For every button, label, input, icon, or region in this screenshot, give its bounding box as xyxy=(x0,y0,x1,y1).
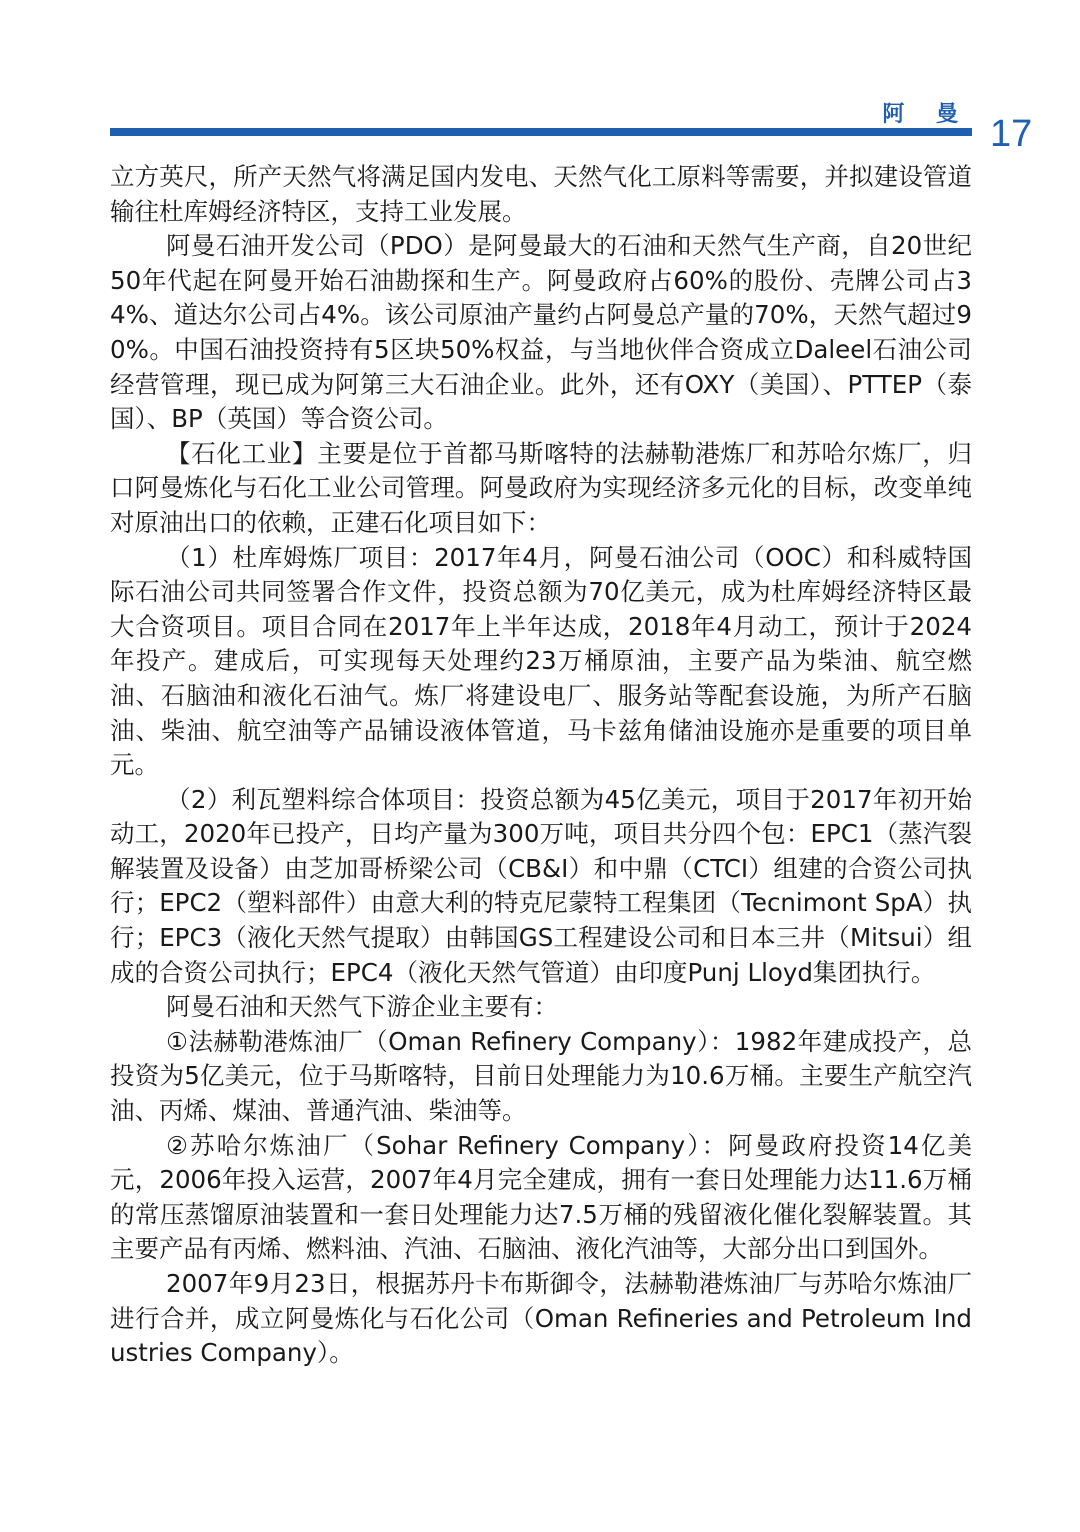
paragraph: ①法赫勒港炼油厂（Oman Refinery Company）：1982年建成投产，总投资为5亿美元，位于马斯喀特，目前日处理能力为10.6万桶。主要生产航空汽油、丙烯、煤油、普通汽油、柴油等。 xyxy=(110,1026,972,1126)
paragraph: 立方英尺，所产天然气将满足国内发电、天然气化工原料等需要，并拟建设管道输往杜库姆经济特区，支持工业发展。 xyxy=(110,162,972,226)
body-text xyxy=(110,160,972,1371)
header-rule xyxy=(110,128,972,136)
paragraph: 【石化工业】主要是位于首都马斯喀特的法赫勒港炼厂和苏哈尔炼厂，归口阿曼炼化与石化工业公司管理。阿曼政府为实现经济多元化的目标，改变单纯对原油出口的依赖，正建石化项目如下： xyxy=(110,438,972,537)
running-header-title: 阿 曼 xyxy=(882,102,970,127)
paragraph: 2007年9月23日，根据苏丹卡布斯御令，法赫勒港炼油厂与苏哈尔炼油厂进行合并，成立阿曼炼化与石化公司（Oman Refineries and Petroleum Industries Company）。 xyxy=(110,1269,972,1368)
paragraph: 阿曼石油开发公司（PDO）是阿曼最大的石油和天然气生产商，自20世纪50年代起在阿曼开始石油勘探和生产。阿曼政府占60%的股份、壳牌公司占34%、道达尔公司占4%。该公司原油产量约占阿曼总产量的70%，天然气超过90%。中国石油投资持有5区块50%权益，与当地伙伴合资成立Daleel石油公司经营管理，现已成为阿第三大石油企业。此外，还有OXY（美国）、PTTEP（泰国）、BP（英国）等合资公司。 xyxy=(110,231,972,434)
paragraph: （1）杜库姆炼厂项目：2017年4月，阿曼石油公司（OOC）和科威特国际石油公司共同签署合作文件，投资总额为70亿美元，成为杜库姆经济特区最大合资项目。项目合同在2017年上半年达成，2018年4月动工，预计于2024年投产。建成后，可实现每天处理约23万桶原油，主要产品为柴油、航空燃油、石脑油和液化石油气。炼厂将建设电厂、服务站等配套设施，为所产石脑油、柴油、航空油等产品铺设液体管道，马卡兹角储油设施亦是重要的项目单元。 xyxy=(110,542,972,780)
page-number: 17 xyxy=(990,113,1033,155)
paragraph: 阿曼石油和天然气下游企业主要有： xyxy=(166,992,558,1022)
paragraph: ②苏哈尔炼油厂（Sohar Refinery Company）：阿曼政府投资14亿美元，2006年投入运营，2007年4月完全建成，拥有一套日处理能力达11.6万桶的常压蒸馏原油装置和一套日处理能力达7.5万桶的残留液化催化裂解装置。其主要产品有丙烯、燃料油、汽油、石脑油、液化汽油等，大部分出口到国外。 xyxy=(110,1130,972,1264)
paragraph: （2）利瓦塑料综合体项目：投资总额为45亿美元，项目于2017年初开始动工，2020年已投产，日均产量为300万吨，项目共分四个包：EPC1（蒸汽裂解装置及设备）由芝加哥桥梁公司（CB&I）和中鼎（CTCI）组建的合资公司执行；EPC2（塑料部件）由意大利的特克尼蒙特工程集团（Tecnimont SpA）执行；EPC3（液化天然气提取）由韩国GS工程建设公司和日本三井（Mitsui）组成的合资公司执行；EPC4（液化天然气管道）由印度Punj Lloyd集团执行。 xyxy=(110,784,972,987)
